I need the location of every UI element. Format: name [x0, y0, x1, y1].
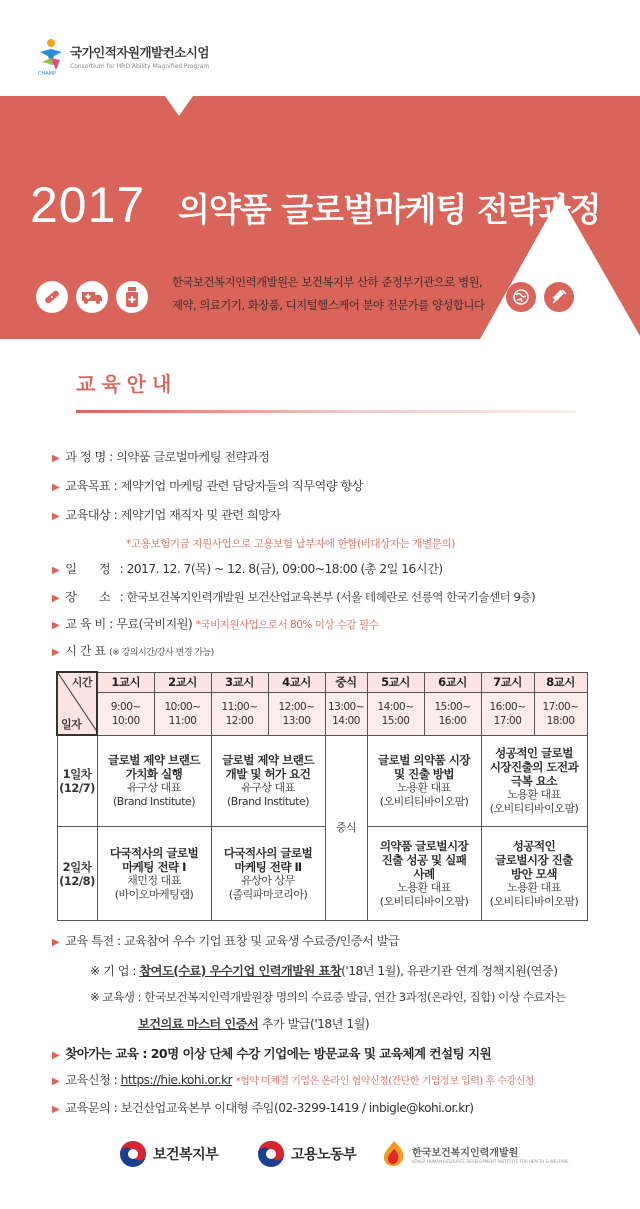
hero-banner	[0, 96, 640, 339]
arrow-icon: ▶	[52, 647, 60, 658]
info-course: ▶ 과 정 명 : 의약품 글로벌마케팅 전략과정	[52, 450, 270, 464]
section-divider	[76, 410, 576, 413]
time-cell: 17:00~ 18:00	[534, 692, 587, 735]
session-cell: 글로벌 의약품 시장 및 진출 방법 노용환 대표 (오비티티바이오팜)	[367, 735, 481, 827]
globe-icon	[506, 282, 536, 312]
period-header: 5교시	[367, 672, 424, 692]
info-timetable: ▶ 시 간 표 (※ 강의시간/강사 변경 가능)	[52, 644, 214, 658]
session-cell: 다국적사의 글로벌 마케팅 전략 Ⅱ 유상아 상무 (졸릭파마코리아)	[211, 827, 325, 921]
info-visiting: ▶ 찾아가는 교육 : 20명 이상 단체 수강 기업에는 방문교육 및 교육체계 컨설팅 지원	[52, 1046, 492, 1061]
arrow-icon: ▶	[52, 1104, 60, 1115]
time-cell: 12:00~ 13:00	[268, 692, 325, 735]
info-place: ▶ 장 소: 한국보건복지인력개발원 보건산업교육본부 (서울 테헤란로 선릉역 한국기술센터 9층)	[52, 590, 536, 604]
arrow-icon: ▶	[52, 482, 60, 493]
session-cell: 다국적사의 글로벌 마케팅 전략 Ⅰ 채민정 대표 (바이오마케팅랩)	[97, 827, 211, 921]
section-title: 교육안내	[76, 372, 178, 396]
period-header: 7교시	[481, 672, 534, 692]
consortium-mark-icon	[36, 36, 66, 76]
arrow-icon: ▶	[52, 937, 60, 948]
banner-description: 한국보건복지인력개발원은 보건복지부 산하 준정부기관으로 병원, 제약, 의료기기, 화장품, 디지털헬스케어 분야 전문가를 양성합니다	[172, 276, 485, 312]
target-note: *고용보험기금 지원사업으로 고용보험 납부자에 한함(비대상자는 개별문의)	[126, 538, 455, 550]
time-cell: 14:00~ 15:00	[367, 692, 424, 735]
mohw-logo: 보건복지부	[118, 1139, 218, 1169]
period-header: 1교시	[97, 672, 154, 692]
period-header: 2교시	[154, 672, 211, 692]
lunch-cell: 중식	[325, 735, 367, 920]
info-contact: ▶ 교육문의 : 보건산업교육본부 이대형 주임(02-3299-1419 / inbigle@kohi.or.kr)	[52, 1101, 474, 1115]
session-cell: 성공적인 글로벌 시장진출의 도전과 극복 요소 노용환 대표 (오비티티바이오팜)	[481, 735, 587, 827]
footer-logos	[0, 1137, 640, 1181]
arrow-icon: ▶	[52, 1076, 60, 1087]
arrow-icon: ▶	[52, 453, 60, 464]
time-cell: 11:00~ 12:00	[211, 692, 268, 735]
day-label: 2일차 (12/8)	[57, 827, 97, 921]
arrow-icon: ▶	[52, 511, 60, 522]
ambulance-icon	[76, 281, 108, 313]
session-cell: 의약품 글로벌시장 진출 성공 및 실패 사례 노용환 대표 (오비티티바이오팜)	[367, 827, 481, 921]
arrow-icon: ▶	[52, 620, 60, 631]
arrow-icon: ▶	[52, 565, 60, 576]
session-cell: 글로벌 제약 브랜드 가치화 실행 유구상 대표 (Brand Institute)	[97, 735, 211, 827]
bandage-icon	[36, 281, 68, 313]
period-header: 중식	[325, 672, 367, 692]
apply-link[interactable]: https://hie.kohi.or.kr	[120, 1073, 233, 1087]
banner-notch	[165, 96, 193, 116]
banner-icons-right	[506, 282, 574, 312]
org-subtitle: Consortium for HRD Ability Magnified Program	[70, 62, 210, 70]
time-cell: 15:00~ 16:00	[424, 692, 481, 735]
session-cell: 글로벌 제약 브랜드 개발 및 허가 요건 유구상 대표 (Brand Institute)	[211, 735, 325, 827]
info-benefits: ▶ 교육 특전 : 교육참여 우수 기업 표창 및 교육생 수료증/인증서 발급	[52, 934, 400, 948]
time-cell: 10:00~ 11:00	[154, 692, 211, 735]
benefit-company: ※ 기 업 : 참여도(수료) 우수기업 인력개발원 표창('18년 1월), 유관기관 연계 정책지원(연중)	[90, 964, 558, 978]
moel-logo: 고용노동부	[256, 1139, 356, 1169]
kohi-logo: 한국보건복지인력개발원 KOREA HUMAN RESOURCE DEVELOPMENT INSTITUTE FOR HEALTH & WELFARE	[380, 1139, 569, 1169]
taegeuk-icon	[118, 1139, 148, 1169]
benefit-student-2: 보건의료 마스터 인증서 추가 발급('18년 1월)	[138, 1017, 370, 1031]
info-date: ▶ 일 정: 2017. 12. 7(목) ~ 12. 8(금), 09:00~18:00 (총 2일 16시간)	[52, 562, 443, 576]
period-header: 3교시	[211, 672, 268, 692]
time-cell: 13:00~ 14:00	[325, 692, 367, 735]
info-goal: ▶ 교육목표 : 제약기업 마케팅 관련 담당자들의 직무역량 향상	[52, 479, 363, 493]
org-name: 국가인적자원개발컨소시엄	[70, 44, 209, 60]
benefit-student: ※ 교육생 : 한국보건복지인력개발원장 명의의 수료증 발급, 연간 3과정(온라인, 집합) 이상 수료자는	[90, 990, 566, 1004]
day-label: 1일차 (12/7)	[57, 735, 97, 827]
time-cell: 16:00~ 17:00	[481, 692, 534, 735]
period-header: 4교시	[268, 672, 325, 692]
arrow-icon: ▶	[52, 1050, 60, 1061]
banner-title: 의약품 글로벌마케팅 전략과정	[178, 190, 601, 229]
kohi-mark-icon	[380, 1139, 408, 1169]
banner-year: 2017	[30, 177, 146, 233]
info-apply: ▶ 교육신청 : https://hie.kohi.or.kr *협약 미체결 기업은 온라인 협약신청(간단한 기업정보 입력) 후 수강신청	[52, 1073, 534, 1087]
period-header: 6교시	[424, 672, 481, 692]
arrow-icon: ▶	[52, 593, 60, 604]
svg-text:CHAMP: CHAMP	[38, 71, 57, 76]
info-fee: ▶ 교 육 비 : 무료(국비지원) *국비지원사업으로서 80% 이상 수강 필수	[52, 617, 379, 631]
session-cell: 성공적인 글로벌시장 진출 방안 모색 노용환 대표 (오비티티바이오팜)	[481, 827, 587, 921]
schedule-table	[56, 671, 588, 921]
info-target: ▶ 교육대상 : 제약기업 재직자 및 관련 희망자	[52, 508, 281, 522]
period-header: 8교시	[534, 672, 587, 692]
banner-icons-left	[36, 281, 148, 313]
medicine-bottle-icon	[116, 281, 148, 313]
consortium-logo	[36, 34, 209, 78]
taegeuk-icon	[256, 1139, 286, 1169]
syringe-icon	[544, 282, 574, 312]
table-corner: 시간 일자	[57, 672, 97, 735]
time-cell: 9:00~ 10:00	[97, 692, 154, 735]
